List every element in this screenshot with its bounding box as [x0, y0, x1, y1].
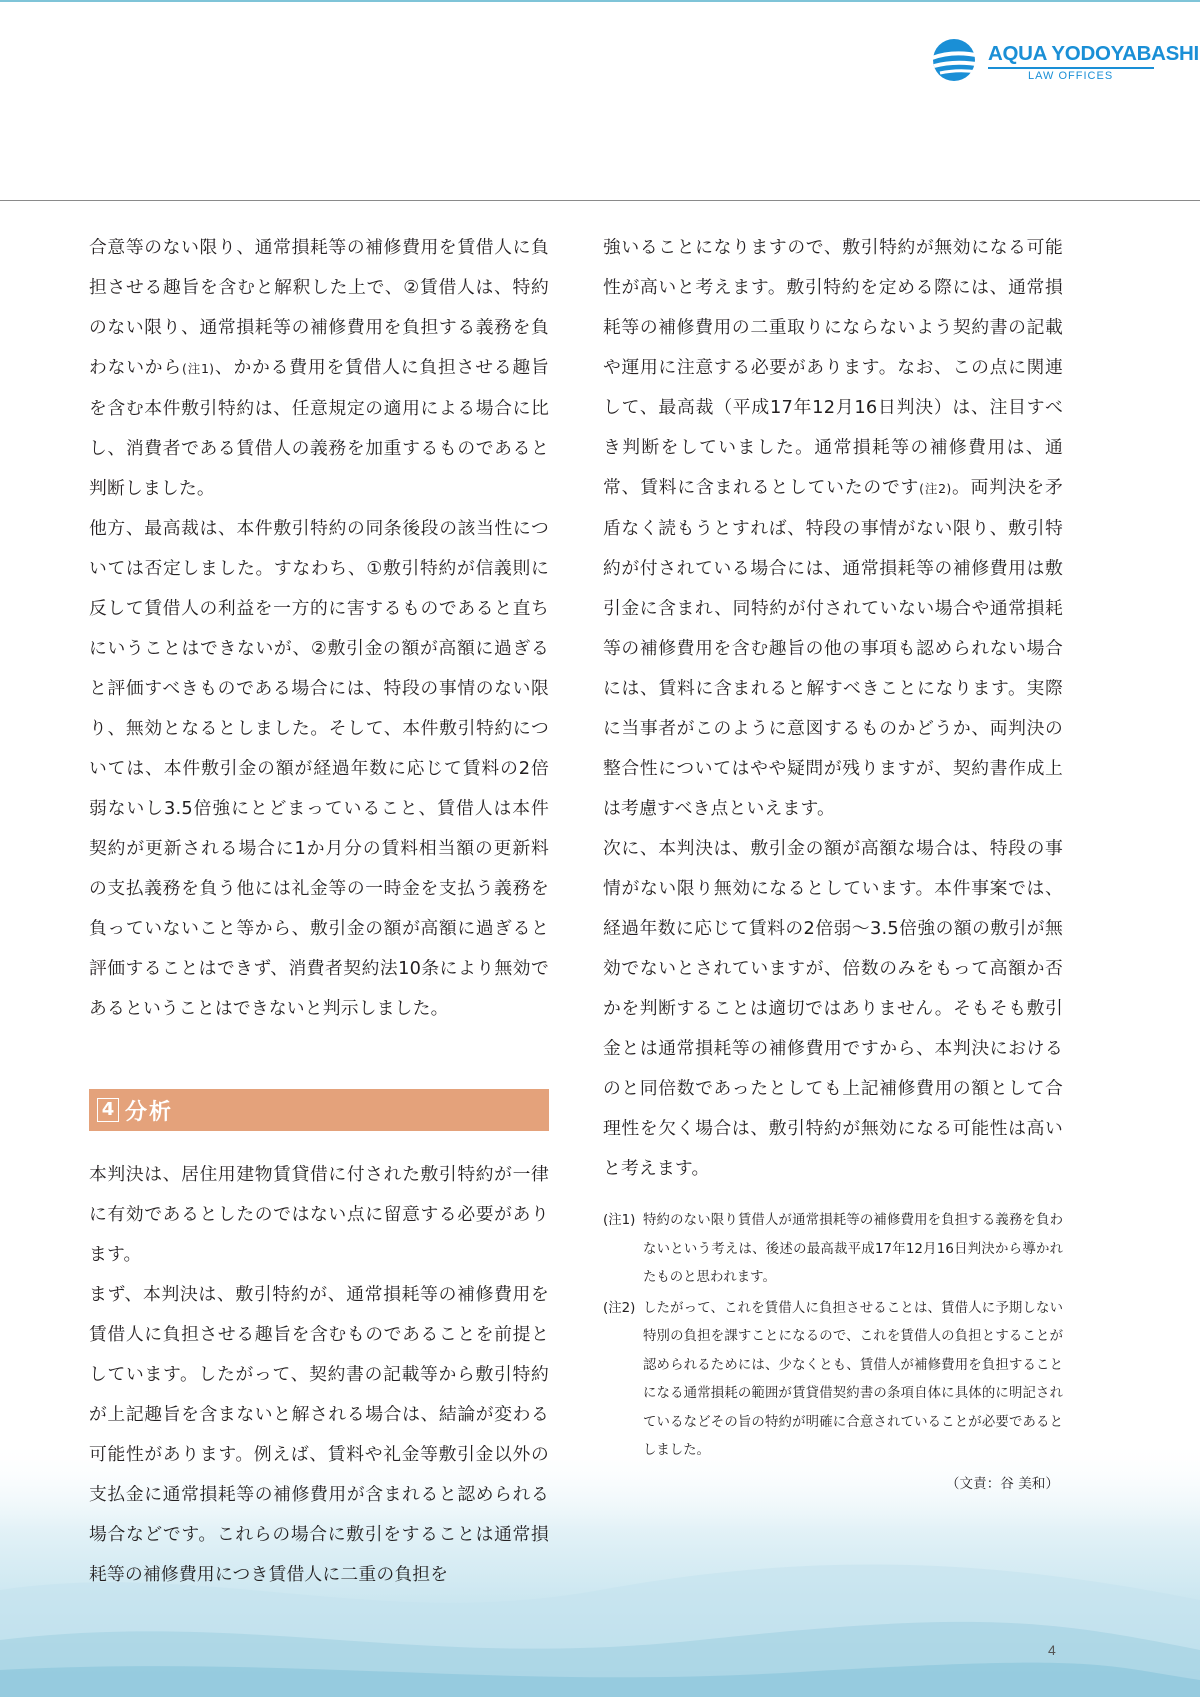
footnote-2 — [603, 1295, 1063, 1466]
footnote-label: (注1) — [603, 1213, 636, 1228]
paragraph-continued — [603, 228, 1063, 829]
page-number: 4 — [1048, 1642, 1056, 1658]
firm-logo — [930, 38, 1199, 86]
paragraph-text: 、かかる費用を賃借人に負担させる趣旨を含む本件敷引特約は、任意規定の適用による場合に比し、消費者である賃借人の義務を加重するものであると判断しました。 — [89, 357, 549, 499]
author-credit: （文責：谷 美和） — [945, 1475, 1059, 1492]
section-title: 分析 — [125, 1099, 174, 1125]
paragraph-analysis-1: 本判決は、居住用建物賃貸借に付された敷引特約が一律に有効であるとしたのではない点に留意する必要があります。 — [89, 1164, 549, 1265]
right-column — [603, 228, 1063, 1492]
left-column — [89, 228, 549, 1595]
footnote-text: 特約のない限り賃借人が通常損耗等の補修費用を負担する義務を負わないという考えは、後述の最高裁平成17年12月16日判決から導かれたものと思われます。 — [643, 1213, 1063, 1285]
paragraph-analysis-3: 次に、本判決は、敷引金の額が高額な場合は、特段の事情がない限り無効になるとしています。本件事案では、経過年数に応じて賃料の2倍弱～3.5倍強の額の敷引が無効でないとされていますが、倍数のみをもって高額か否かを判断することは適切ではありません。そもそも敷引金とは通常損耗等の補修費用ですから、本判決におけるのと同倍数であったとしても上記補修費用の額として合理性を欠く場合は、敷引特約が無効になる可能性は高いと考えます。 — [603, 838, 1063, 1179]
logo-wave-icon — [930, 38, 986, 82]
footnote-1 — [603, 1207, 1063, 1293]
paragraph-holding-1 — [89, 228, 549, 509]
note-reference-1: (注1) — [182, 361, 215, 376]
section-number: 4 — [97, 1098, 119, 1122]
footnote-label: (注2) — [603, 1300, 636, 1316]
paragraph-text: 。両判決を矛盾なく読もうとすれば、特段の事情がない限り、敷引特約が付されている場合には、通常損耗等の補修費用は敷引金に含まれ、同特約が付されていない場合や通常損耗等の補修費用を含む趣旨の他の事項も認められない場合には、賃料に含まれると解すべきことになります。実際に当事者がこのように意図するものかどうか、両判決の整合性についてはやや疑問が残りますが、契約書作成上は考慮すべき点といえます。 — [603, 477, 1064, 819]
section-heading — [89, 1089, 549, 1131]
paragraph-holding-2: 他方、最高裁は、本件敷引特約の同条後段の該当性については否定しました。すなわち、①敷引特約が信義則に反して賃借人の利益を一方的に害するものであると直ちにいうことはできないが、②敷引金の額が高額に過ぎると評価すべきものである場合には、特段の事情のない限り、無効となるとしました。そして、本件敷引特約については、本件敷引金の額が経過年数に応じて賃料の2倍弱ないし3.5倍強にとどまっていること、賃借人は本件契約が更新される場合に1か月分の賃料相当額の更新料の支払義務を負う他には礼金等の一時金を支払う義務を負っていないこと等から、敷引金の額が高額に過ぎると評価することはできず、消費者契約法10条により無効であるということはできないと判示しました。 — [89, 518, 549, 1019]
footnotes — [603, 1207, 1063, 1466]
note-reference-2: (注2) — [919, 481, 952, 496]
logo-subtitle: LAW OFFICES — [1028, 70, 1114, 82]
logo-rule — [988, 67, 1154, 69]
paragraph-analysis-2: まず、本判決は、敷引特約が、通常損耗等の補修費用を賃借人に負担させる趣旨を含むものであることを前提としています。したがって、契約書の記載等から敷引特約が上記趣旨を含まないと解される場合は、結論が変わる可能性があります。例えば、賃料や礼金等敷引金以外の支払金に通常損耗等の補修費用が含まれると認められる場合などです。これらの場合に敷引をすることは通常損耗等の補修費用につき賃借人に二重の負担を — [89, 1284, 549, 1585]
top-accent-line — [0, 0, 1200, 2]
logo-name: AQUA YODOYABASHI — [988, 42, 1199, 65]
paragraph-text: 強いることになりますので、敷引特約が無効になる可能性が高いと考えます。敷引特約を定める際には、通常損耗等の補修費用の二重取りにならないよう契約書の記載や運用に注意する必要があります。なお、この点に関連して、最高裁（平成17年12月16日判決）は、注目すべき判断をしていました。通常損耗等の補修費用は、通常、賃料に含まれるとしていたのです — [603, 237, 1063, 498]
header-divider — [0, 200, 1200, 201]
paragraph-text: 合意等のない限り、通常損耗等の補修費用を賃借人に負担させる趣旨を含むと解釈した上で、②賃借人は、特約のない限り、通常損耗等の補修費用を負担する義務を負わないから — [89, 237, 549, 378]
footnote-text: したがって、これを賃借人に負担させることは、賃借人に予期しない特別の負担を課すことになるので、これを賃借人の負担とすることが認められるためには、少なくとも、賃借人が補修費用を負担することになる通常損耗の範囲が賃貸借契約書の条項自体に具体的に明記されているなどその旨の特約が明確に合意されていることが必要であるとしました。 — [643, 1300, 1063, 1458]
